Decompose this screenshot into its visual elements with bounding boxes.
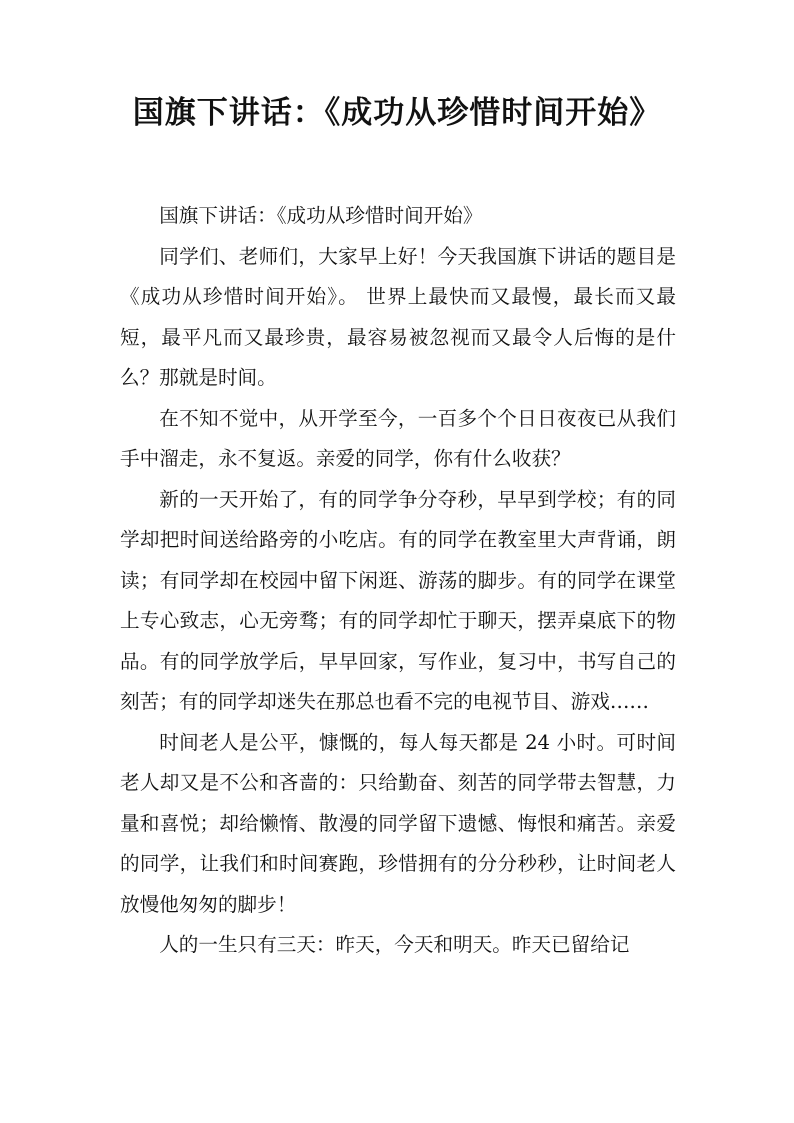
paragraph: 在不知不觉中，从开学至今，一百多个个日日夜夜已从我们手中溜走，永不复返。亲爱的同学，你有什么收获？ [120, 406, 676, 470]
paragraph: 同学们、老师们，大家早上好！今天我国旗下讲话的题目是《成功从珍惜时间开始》。 世界上最快而又最慢，最长而又最短，最平凡而又最珍贵，最容易被忽视而又最令人后悔的是什么？那就是时间。 [120, 244, 676, 389]
paragraph: 新的一天开始了，有的同学争分夺秒，早早到学校；有的同学却把时间送给路旁的小吃店。有的同学在教室里大声背诵，朗读；有同学却在校园中留下闲逛、游荡的脚步。有的同学在课堂上专心致志，心无旁骛；有的同学却忙于聊天，摆弄桌底下的物品。有的同学放学后，早早回家，写作业，复习中，书写自己的刻苦；有的同学却迷失在那总也看不完的电视节目、游戏…… [120, 487, 676, 713]
paragraph: 国旗下讲话：《成功从珍惜时间开始》 [159, 204, 483, 227]
paragraph: 时间老人是公平，慷慨的，每人每天都是 24 小时。可时间老人却又是不公和吝啬的：只给勤奋、刻苦的同学带去智慧，力量和喜悦；却给懒惰、散漫的同学留下遗憾、悔恨和痛苦。亲爱的同学，让我们和时间赛跑，珍惜拥有的分分秒秒，让时间老人放慢他匆匆的脚步！ [120, 730, 676, 916]
document-body [120, 196, 676, 966]
document-title: 国旗下讲话：《成功从珍惜时间开始》 [132, 95, 662, 131]
paragraph: 人的一生只有三天：昨天，今天和明天。昨天已留给记 [159, 933, 630, 956]
